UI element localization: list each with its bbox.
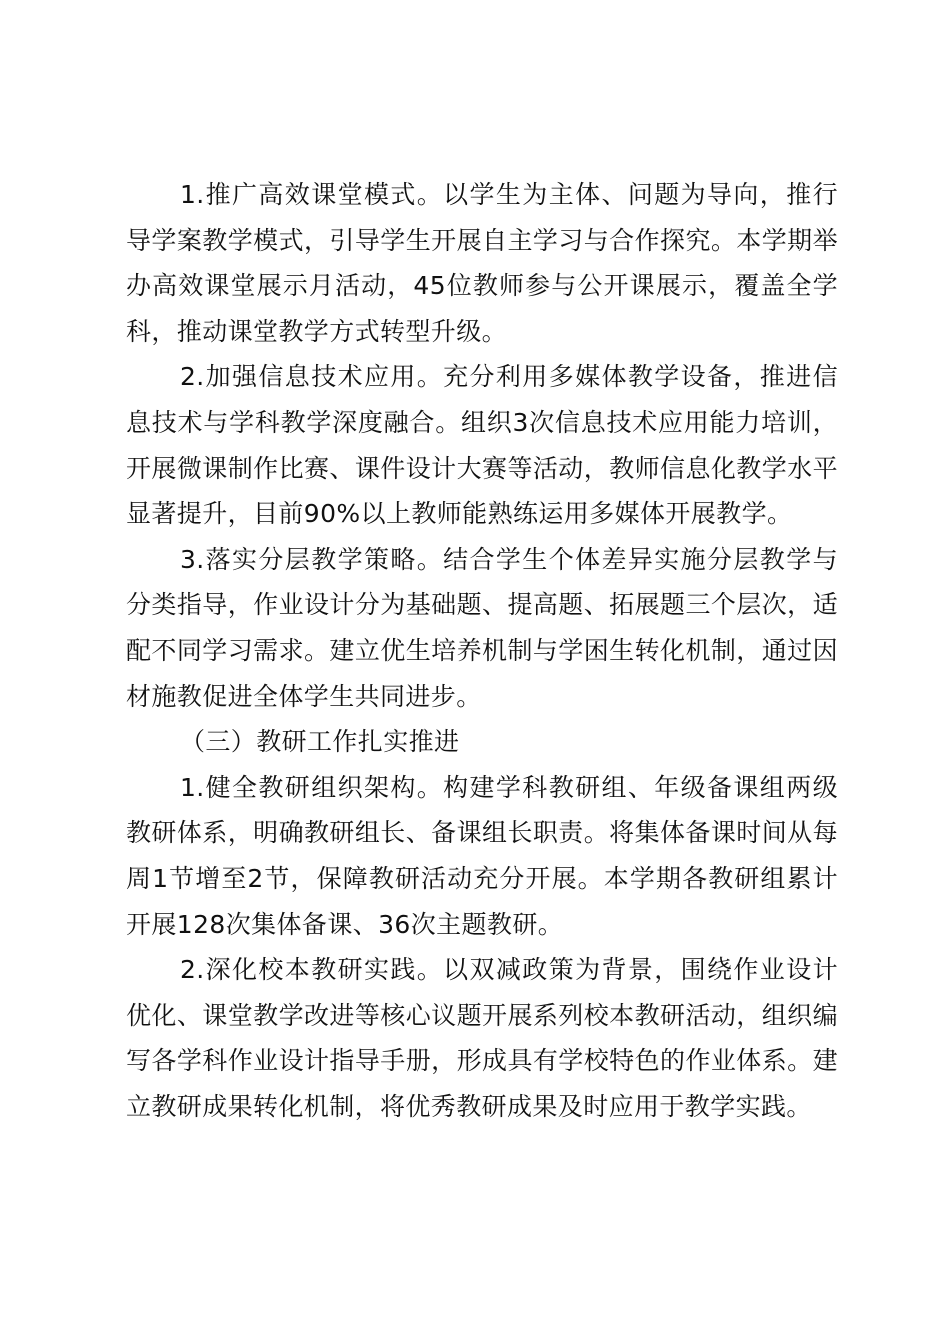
paragraph-school-based-research: 2.深化校本教研实践。以双减政策为背景，围绕作业设计优化、课堂教学改进等核心议题开展系列校本教研活动，组织编写各学科作业设计指导手册，形成具有学校特色的作业体系。建立教研成果转化机制，将优秀教研成果及时应用于教学实践。: [126, 955, 838, 1121]
paragraph-promote-efficient-classroom: 1.推广高效课堂模式。以学生为主体、问题为导向，推行导学案教学模式，引导学生开展自主学习与合作探究。本学期举办高效课堂展示月活动，45位教师参与公开课展示，覆盖全学科，推动课堂教学方式转型升级。: [126, 180, 838, 346]
paragraph-tiered-teaching: 3.落实分层教学策略。结合学生个体差异实施分层教学与分类指导，作业设计分为基础题、提高题、拓展题三个层次，适配不同学习需求。建立优生培养机制与学困生转化机制，通过因材施教促进全体学生共同进步。: [126, 544, 838, 711]
document-body: [126, 172, 838, 1129]
paragraph-information-technology: 2.加强信息技术应用。充分利用多媒体教学设备，推进信息技术与学科教学深度融合。组织3次信息技术应用能力培训，开展微课制作比赛、课件设计大赛等活动，教师信息化教学水平显著提升，目前90%以上教师能熟练运用多媒体开展教学。: [126, 362, 838, 529]
section-heading-teaching-research: （三）教研工作扎实推进: [180, 727, 460, 757]
paragraph-research-organization: 1.健全教研组织架构。构建学科教研组、年级备课组两级教研体系，明确教研组长、备课组长职责。将集体备课时间从每周1节增至2节，保障教研活动充分开展。本学期各教研组累计开展128次集体备课、36次主题教研。: [126, 772, 838, 939]
